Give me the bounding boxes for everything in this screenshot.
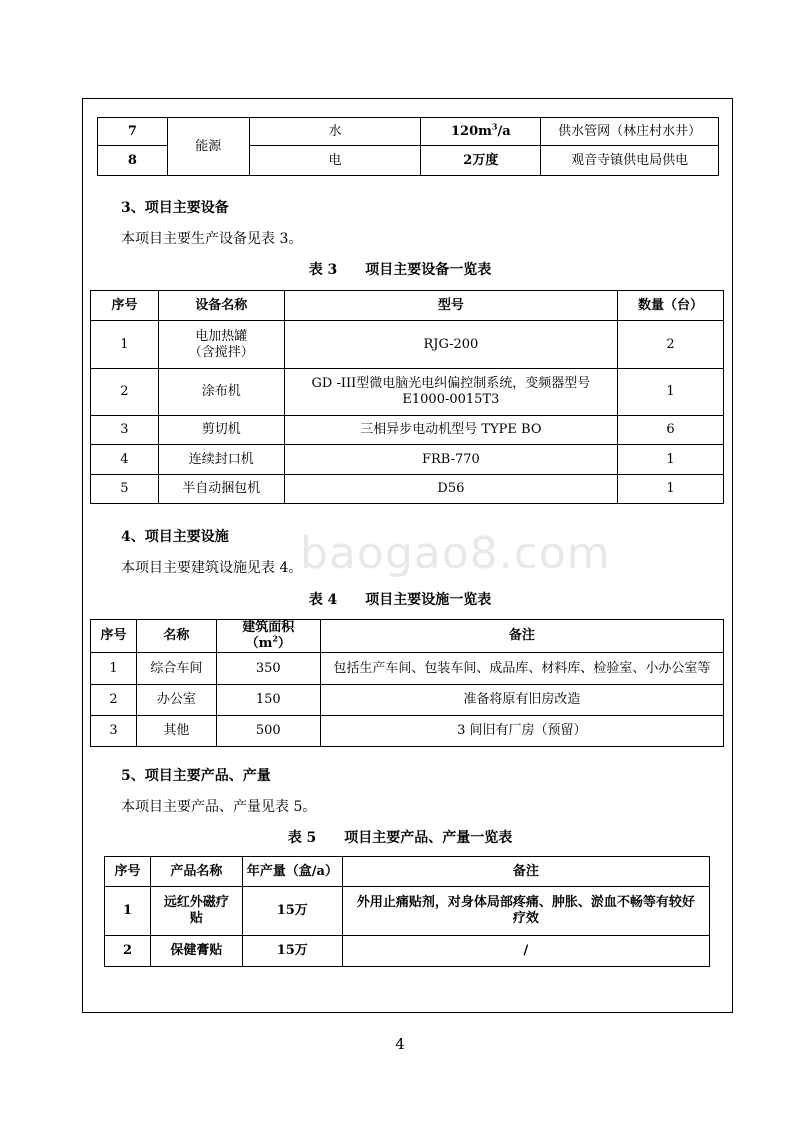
table-header-row (91, 291, 724, 321)
header-no: 序号 (91, 620, 137, 653)
header-remark: 备注 (342, 857, 709, 887)
header-area: 建筑面积$(m^2)$ (216, 620, 320, 653)
header-output: 年产量（盒/a） (242, 857, 342, 887)
cell-no: 2 (105, 936, 151, 967)
cell-name: 综合车间 (136, 653, 216, 685)
watermark: baogao8.com (300, 528, 611, 579)
page-number: 4 (395, 1035, 405, 1053)
section3-paragraph: 本项目主要生产设备见表 3。 (121, 231, 303, 247)
cell-no: 5 (91, 475, 159, 504)
cell-no: 2 (91, 685, 137, 716)
cell-area: 500 (216, 716, 320, 747)
cell-qty: 1 (618, 475, 724, 504)
cell-no: 7 (98, 118, 168, 146)
cell-output: 15万 (242, 887, 342, 936)
section3-heading: 3、项目主要设备 (121, 200, 229, 216)
cell-no: 3 (91, 716, 137, 747)
cell-amount: $120m^3/a$ (421, 118, 541, 146)
cell-qty: 6 (618, 416, 724, 445)
cell-area: 150 (216, 685, 320, 716)
cell-amount: 2万度 (421, 146, 541, 176)
cell-name: 办公室 (136, 685, 216, 716)
cell-item: 水 (249, 118, 421, 146)
header-no: 序号 (91, 291, 159, 321)
cell-name: 涂布机 (158, 369, 284, 416)
table-row (105, 887, 710, 936)
cell-model: RJG-200 (284, 321, 617, 369)
table-row (91, 321, 724, 369)
table-row (105, 936, 710, 967)
equipment-table (90, 290, 724, 504)
cell-name: 剪切机 (158, 416, 284, 445)
cell-no: 8 (98, 146, 168, 176)
cell-source: 观音寺镇供电局供电 (541, 146, 719, 176)
header-remark: 备注 (320, 620, 723, 653)
table-header-row (105, 857, 710, 887)
table-row (91, 416, 724, 445)
cell-item: 电 (249, 146, 421, 176)
cell-remark: 包括生产车间、包装车间、成品库、材料库、检验室、小办公室等 (320, 653, 723, 685)
cell-no: 1 (91, 321, 159, 369)
cell-remark: / (342, 936, 709, 967)
cell-qty: 2 (618, 321, 724, 369)
header-name: 名称 (136, 620, 216, 653)
table5-caption: 表 5 项目主要产品、产量一览表 (287, 830, 513, 846)
facilities-table (90, 619, 724, 747)
cell-qty: 1 (618, 445, 724, 475)
table-row (91, 369, 724, 416)
cell-name: 保健膏贴 (150, 936, 242, 967)
cell-no: 1 (105, 887, 151, 936)
header-qty: 数量（台） (618, 291, 724, 321)
table-row (91, 475, 724, 504)
cell-remark: 3 间旧有厂房（预留） (320, 716, 723, 747)
cell-name: 其他 (136, 716, 216, 747)
cell-no: 3 (91, 416, 159, 445)
section5-paragraph: 本项目主要产品、产量见表 5。 (121, 799, 317, 815)
cell-source: 供水管网（林庄村水井） (541, 118, 719, 146)
table-row (91, 445, 724, 475)
products-table (104, 856, 710, 967)
cell-model: D56 (284, 475, 617, 504)
header-name: 设备名称 (158, 291, 284, 321)
cell-no: 4 (91, 445, 159, 475)
cell-model: FRB-770 (284, 445, 617, 475)
cell-name: 连续封口机 (158, 445, 284, 475)
section4-heading: 4、项目主要设施 (121, 529, 229, 545)
header-model: 型号 (284, 291, 617, 321)
section4-paragraph: 本项目主要建筑设施见表 4。 (121, 560, 303, 576)
cell-name: 电加热罐 （含搅拌） (158, 321, 284, 369)
section5-heading: 5、项目主要产品、产量 (121, 768, 271, 784)
cell-remark: 外用止痛贴剂，对身体局部疼痛、肿胀、淤血不畅等有较好 疗效 (342, 887, 709, 936)
table4-caption: 表 4 项目主要设施一览表 (308, 592, 492, 608)
cell-name: 远红外磁疗 贴 (150, 887, 242, 936)
table-header-row (91, 620, 724, 653)
table-row (98, 118, 719, 146)
cell-area: 350 (216, 653, 320, 685)
table3-caption: 表 3 项目主要设备一览表 (308, 262, 492, 278)
cell-model: 三相异步电动机型号 TYPE BO (284, 416, 617, 445)
cell-output: 15万 (242, 936, 342, 967)
cell-no: 1 (91, 653, 137, 685)
cell-remark: 准备将原有旧房改造 (320, 685, 723, 716)
header-name: 产品名称 (150, 857, 242, 887)
cell-no: 2 (91, 369, 159, 416)
table-row (91, 653, 724, 685)
table-row (91, 716, 724, 747)
table-row (91, 685, 724, 716)
cell-model: GD -III型微电脑光电纠偏控制系统，变频器型号 E1000-0015T3 (284, 369, 617, 416)
cell-qty: 1 (618, 369, 724, 416)
cell-name: 半自动捆包机 (158, 475, 284, 504)
energy-table (97, 117, 719, 176)
header-no: 序号 (105, 857, 151, 887)
cell-category: 能源 (167, 118, 249, 176)
